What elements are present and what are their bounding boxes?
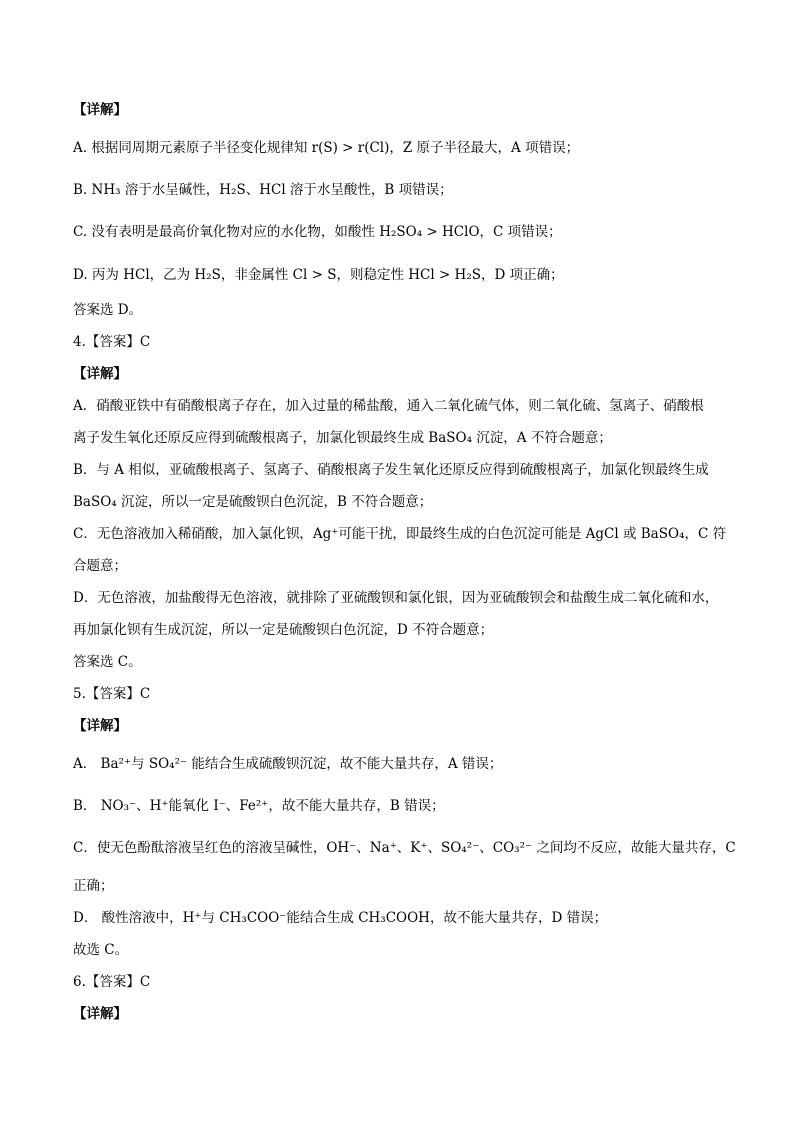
section3-option-b: B. NH₃ 溶于水呈碱性，H₂S、HCl 溶于水呈酸性，B 项错误； [73,182,453,198]
section3-option-a: A. 根据同周期元素原子半径变化规律知 r(S) > r(Cl)，Z 原子半径最大，A 项错误； [73,140,580,156]
section4-heading: 【详解】 [73,366,127,382]
section5-option-d: D． 酸性溶液中，H⁺与 CH₃COO⁻能结合生成 CH₃COOH，故不能大量共存，D 错误； [73,910,608,926]
section4-title: 4.【答案】C [73,334,151,350]
section5-option-b: B． NO₃⁻、H⁺能氧化 I⁻、Fe²⁺，故不能大量共存，B 错误； [73,798,445,814]
section5-answer: 故选 C。 [73,942,129,958]
section5-title: 5.【答案】C [73,686,151,702]
section5-option-c-line2: 正确； [73,878,114,894]
section3-option-c: C. 没有表明是最高价氧化物对应的水化物，如酸性 H₂SO₄ > HClO，C 项错误； [73,224,562,240]
section4-option-c-line2: 合题意； [73,558,127,574]
section6-title: 6.【答案】C [73,974,151,990]
section4-option-d-line1: D．无色溶液，加盐酸得无色溶液，就排除了亚硫酸钡和氯化银，因为亚硫酸钡会和盐酸生成二氧化硫和水， [73,590,719,606]
section4-option-a-line2: 离子发生氧化还原反应得到硫酸根离子，加氯化钡最终生成 BaSO₄ 沉淀，A 不符合题意； [73,430,612,446]
section4-option-b-line1: B．与 A 相似，亚硫酸根离子、氢离子、硝酸根离子发生氧化还原反应得到硫酸根离子，加氯化钡最终生成 [73,462,709,478]
section5-option-c-line1: C．使无色酚酞溶液呈红色的溶液呈碱性，OH⁻、Na⁺、K⁺、SO₄²⁻、CO₃²⁻ 之间均不反应，故能大量共存，C [73,840,736,856]
section4-answer: 答案选 C。 [73,654,142,670]
section4-option-c-line1: C．无色溶液加入稀硝酸，加入氯化钡，Ag⁺可能干扰，即最终生成的白色沉淀可能是 AgCl 或 BaSO₄，C 符 [73,526,727,542]
section4-option-b-line2: BaSO₄ 沉淀，所以一定是硫酸钡白色沉淀，B 不符合题意； [73,494,433,510]
section5-heading: 【详解】 [73,718,127,734]
section6-heading: 【详解】 [73,1006,127,1022]
section3-answer: 答案选 D。 [73,302,143,318]
section4-option-a-line1: A．硝酸亚铁中有硝酸根离子存在，加入过量的稀盐酸，通入二氧化硫气体，则二氧化硫、氢离子、硝酸根 [73,398,704,414]
section4-option-d-line2: 再加氯化钡有生成沉淀，所以一定是硫酸钡白色沉淀，D 不符合题意； [73,622,494,638]
section3-heading: 【详解】 [73,102,127,118]
section3-option-d: D. 丙为 HCl，乙为 H₂S，非金属性 Cl > S，则稳定性 HCl > H₂S，D 项正确； [73,267,564,283]
section5-option-a: A． Ba²⁺与 SO₄²⁻ 能结合生成硫酸钡沉淀，故不能大量共存，A 错误； [73,756,503,772]
